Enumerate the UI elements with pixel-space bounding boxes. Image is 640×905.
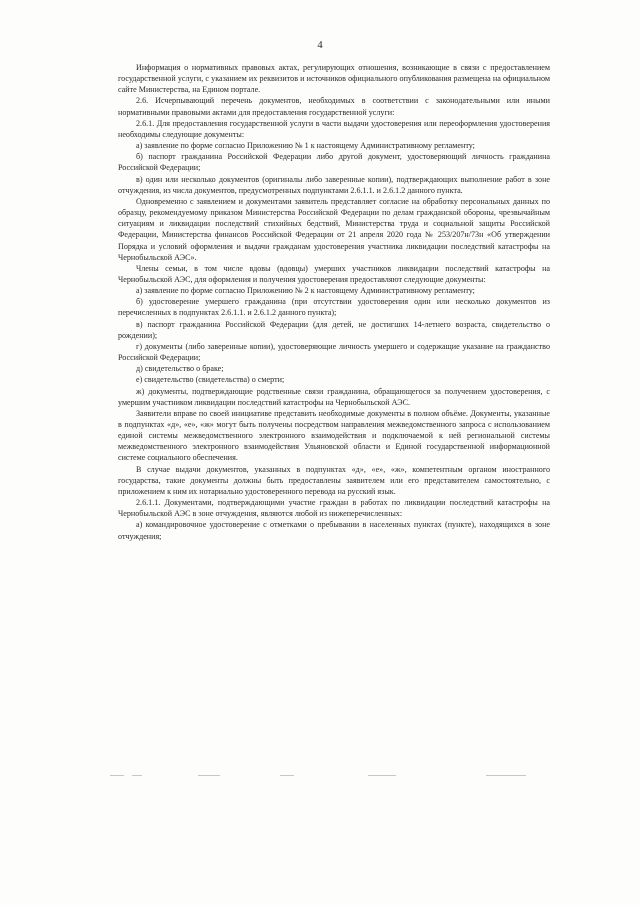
paragraph-family-members: Члены семьи, в том числе вдовы (вдовцы) умерших участников ликвидации последствий катастрофы на Чернобыльской АЭС, для оформления и получения удостоверения предоставляют следующие документы: [118,263,550,284]
list-item-d: д) свидетельство о браке; [136,364,224,374]
list-item-b: б) паспорт гражданина Российской Федерации либо другой документ, удостоверяющий личность гражданина Российской Федерации; [118,152,550,173]
page-number: 4 [317,40,323,51]
document-body [118,62,550,542]
list-item-a: а) командировочное удостоверение с отметками о пребывании в населенных пунктах (пункте), находящихся в зоне отчуждения; [118,520,550,541]
scan-artifacts [110,775,530,779]
list-item-b: б) удостоверение умершего гражданина (при отсутствии удостоверения один или несколько документов из перечисленных в подпунктах 2.6.1.1. и 2.6.1.2 данного пункта); [118,297,550,318]
paragraph-2-6: 2.6. Исчерпывающий перечень документов, необходимых в соответствии с законодательными или иными нормативными правовыми актами для предоставления государственной услуги: [118,96,550,117]
list-item-g: г) документы (либо заверенные копии), удостоверяющие личность умершего и содержащие указание на гражданство Российской Федерации; [118,341,550,363]
list-item-a: а) заявление по форме согласно Приложению № 1 к настоящему Административному регламенту; [136,141,475,151]
paragraph-legal-info: Информация о нормативных правовых актах, регулирующих отношения, возникающие в связи с предоставлением государственной услуги, с указанием их реквизитов и источников официального опубликования размещена на официальном сайте Министерства, на Едином портале. [118,63,550,95]
paragraph-2-6-1: 2.6.1. Для предоставления государственной услуги в части выдачи удостоверения или переоформления удостоверения необходимы следующие документы: [118,118,550,139]
paragraph-foreign-documents: В случае выдачи документов, указанных в подпунктах «д», «е», «ж», компетентным органом иностранного государства, такие документы должны быть предоставлены заявителем или его представителем самостоятельно, с приложением к ним их нотариально удостоверенного перевода на русский язык. [118,464,550,496]
paragraph-applicant-rights: Заявители вправе по своей инициативе представить необходимые документы в полном объёме. Документы, указанные в подпунктах «д», «е», «ж» могут быть получены посредством направления межведомственного запроса с использованием единой системы межведомственного электронного взаимодействия и подключаемой к ней региональной системы межведомственного электронного взаимодействия Ульяновской области и Единой государственной информационной системе социального обеспечения. [118,408,550,463]
list-item-e: е) свидетельство (свидетельства) о смерти; [136,375,285,385]
list-item-a: а) заявление по форме согласно Приложению № 2 к настоящему Административному регламенту; [136,286,475,296]
list-item-v: в) один или несколько документов (оригиналы либо заверенные копии), подтверждающих выполнение работ в зоне отчуждения, из числа документов, предусмотренных подпунктами 2.6.1.1. и 2.6.1.2 данного пункта. [118,174,550,195]
paragraph-consent: Одновременно с заявлением и документами заявитель представляет согласие на обработку персональных данных по образцу, рекомендуемому приказом Министерства Российской Федерации по делам гражданской обороны, чрезвычайным ситуациям и ликвидации последствий стихийных бедствий, Министерства труда и социальной защиты Российской Федерации, Министерства финансов Российской Федерации от 21 апреля 2020 года № 253/207н/73н «Об утверждении Порядка и условий оформления и выдачи гражданам удостоверения участника ликвидации последствий катастрофы на Чернобыльской АЭС». [118,196,550,262]
list-item-zh: ж) документы, подтверждающие родственные связи гражданина, обращающегося за получением удостоверения, с умершим участником ликвидации последствий катастрофы на Чернобыльской АЭС. [118,386,550,407]
list-item-v: в) паспорт гражданина Российской Федерации (для детей, не достигших 14-летнего возраста, свидетельство о рождении); [118,319,550,340]
paragraph-2-6-1-1: 2.6.1.1. Документами, подтверждающими участие граждан в работах по ликвидации последствий катастрофы на Чернобыльской АЭС в зоне отчуждения, являются любой из нижеперечисленных: [118,498,550,519]
